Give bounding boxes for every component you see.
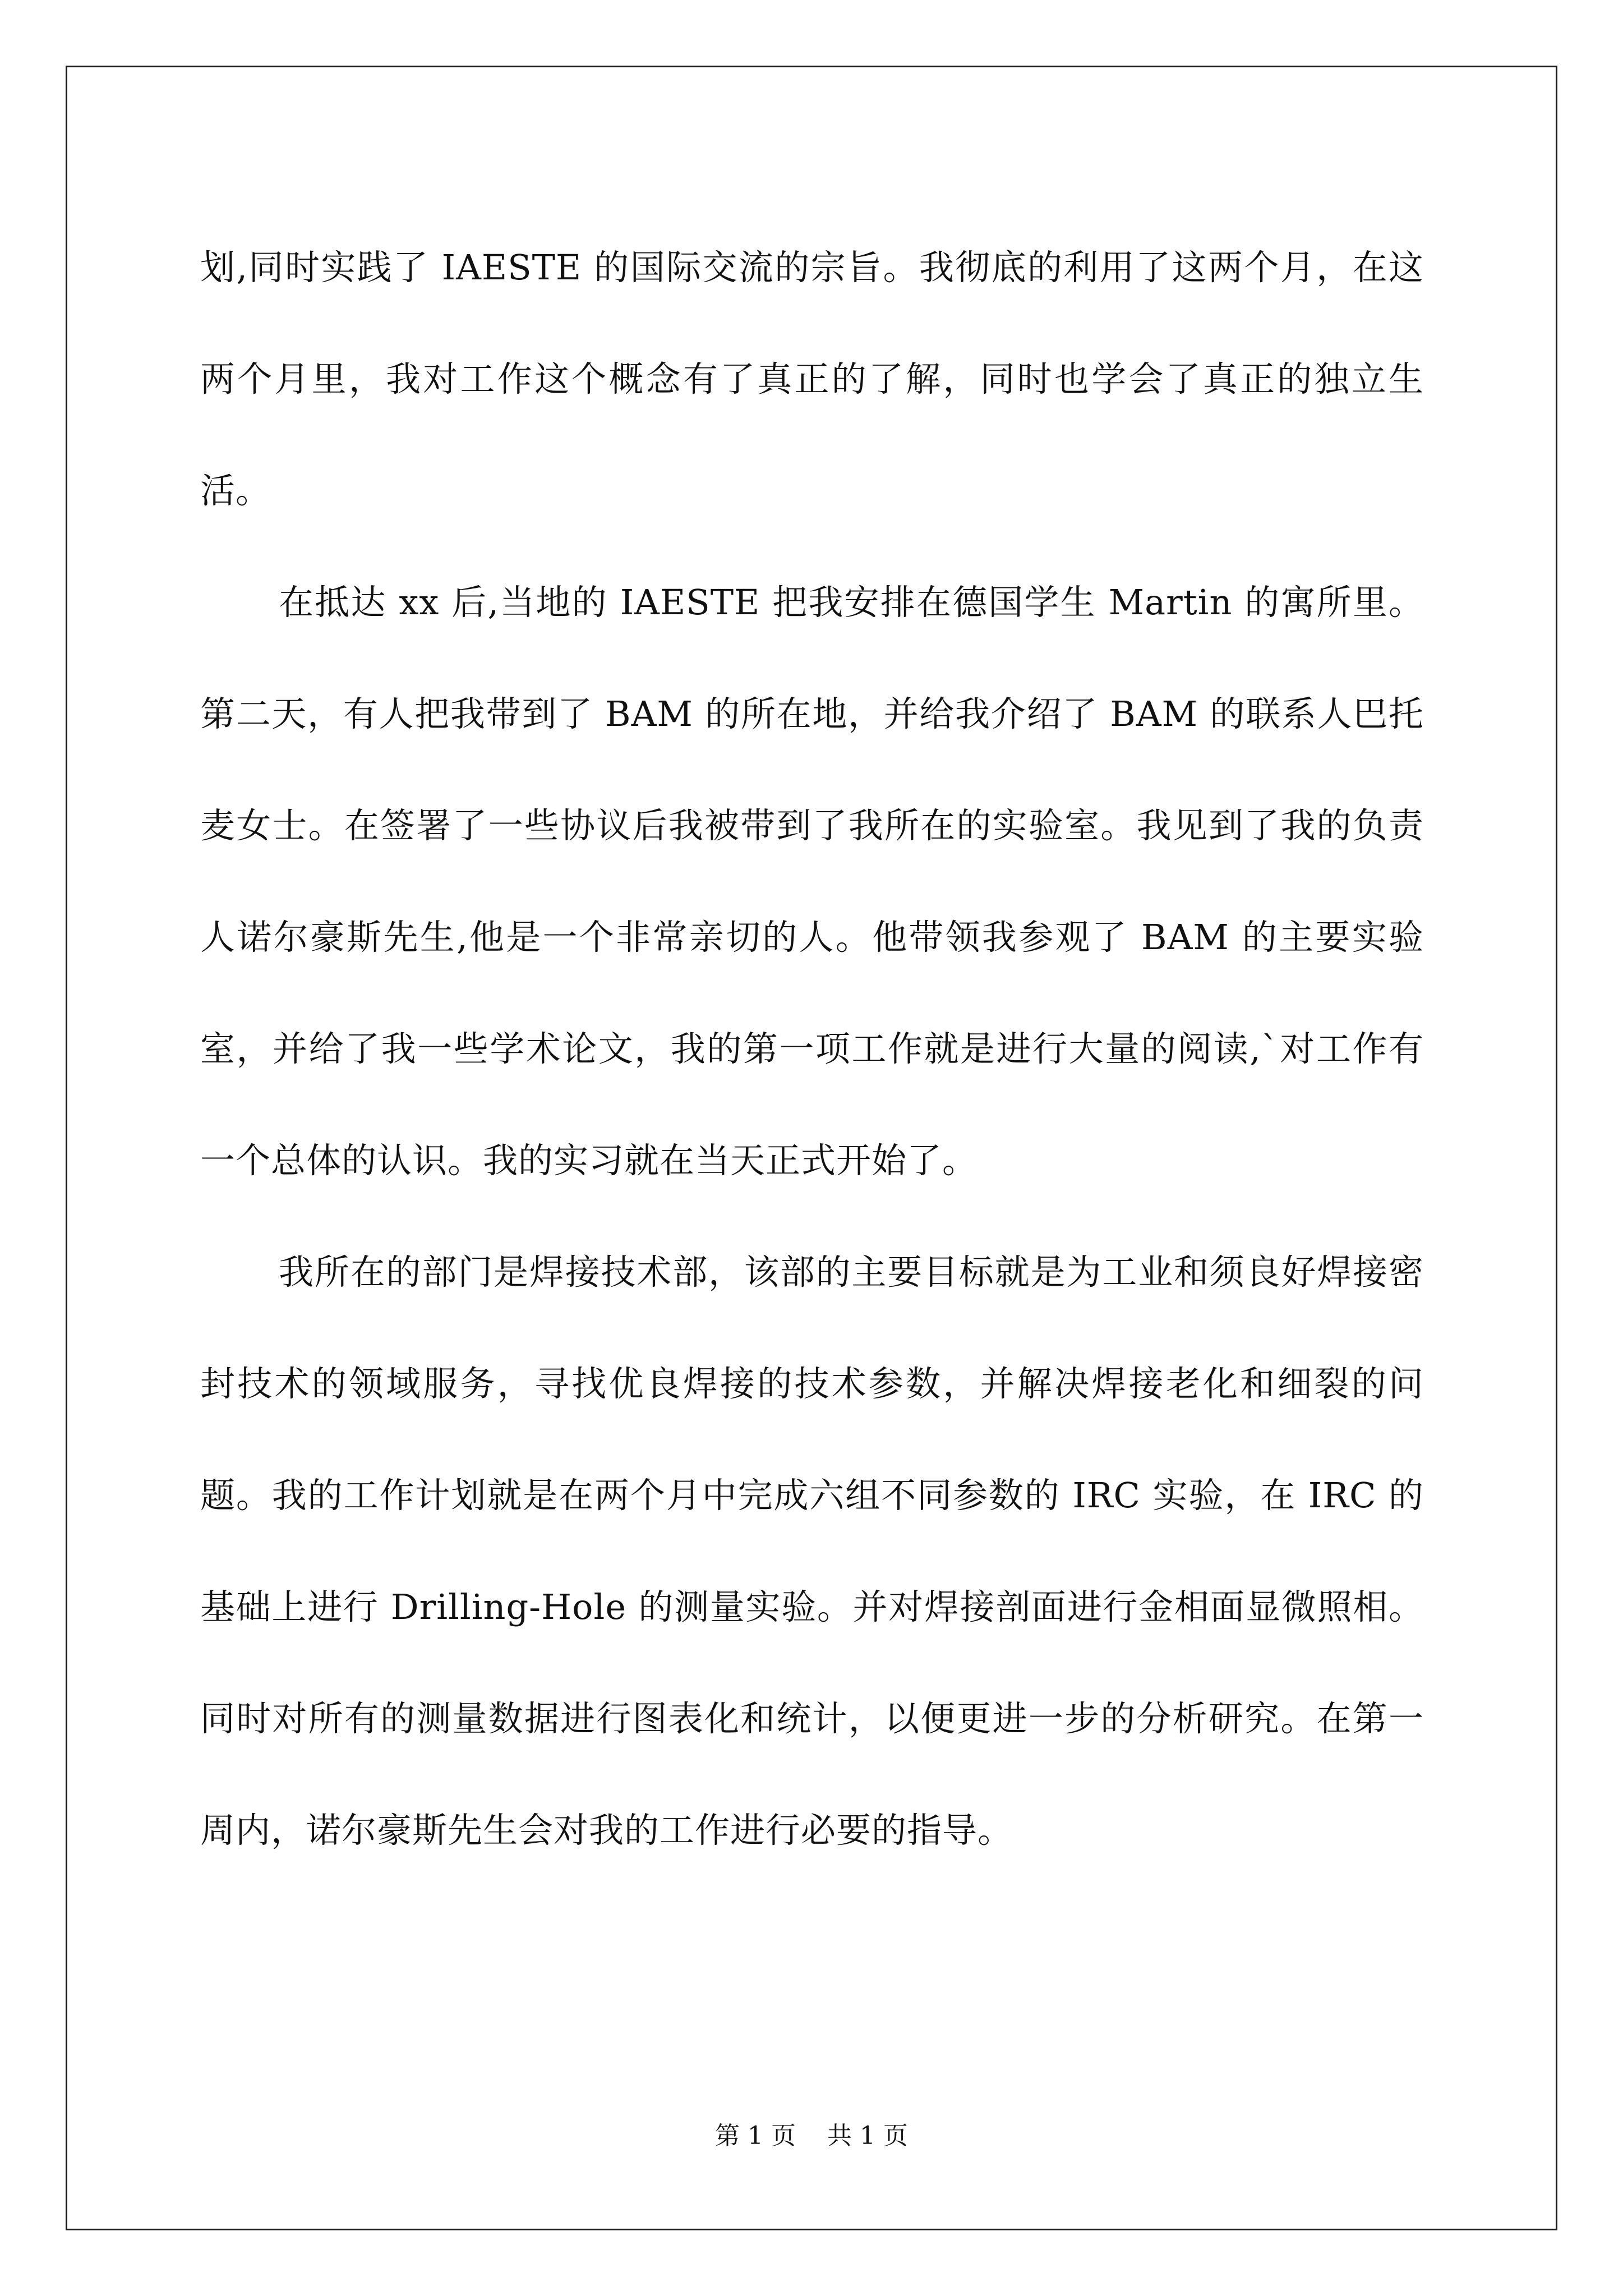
page-footer [0, 2119, 1623, 2153]
page-number-total: 共 1 页 [827, 2122, 908, 2150]
paragraph-continuation: 划,同时实践了 IAESTE 的国际交流的宗旨。我彻底的利用了这两个月，在这两个月里，我对工作这个概念有了真正的了解，同时也学会了真正的独立生活。 [200, 247, 1424, 511]
document-body [200, 211, 1424, 1886]
page-number-current: 第 1 页 [715, 2122, 796, 2150]
paragraph-department: 我所在的部门是焊接技术部，该部的主要目标就是为工业和须良好焊接密封技术的领域服务，寻找优良焊接的技术参数，并解决焊接老化和细裂的问题。我的工作计划就是在两个月中完成六组不同参数的 IRC 实验，在 IRC 的基础上进行 Drilling-Hole 的测量实验。并对焊接剖面进行金相面显微照相。同时对所有的测量数据进行图表化和统计，以便更进一步的分析研究。在第一周内，诺尔豪斯先生会对我的工作进行必要的指导。 [200, 1251, 1424, 1851]
paragraph-arrival: 在抵达 xx 后,当地的 IAESTE 把我安排在德国学生 Martin 的寓所里。第二天，有人把我带到了 BAM 的所在地，并给我介绍了 BAM 的联系人巴托麦女士。在签署了一些协议后我被带到了我所在的实验室。我见到了我的负责人诺尔豪斯先生,他是一个非常亲切的人。他带领我参观了 BAM 的主要实验室，并给了我一些学术论文，我的第一项工作就是进行大量的阅读,`对工作有一个总体的认识。我的实习就在当天正式开始了。 [200, 582, 1424, 1181]
